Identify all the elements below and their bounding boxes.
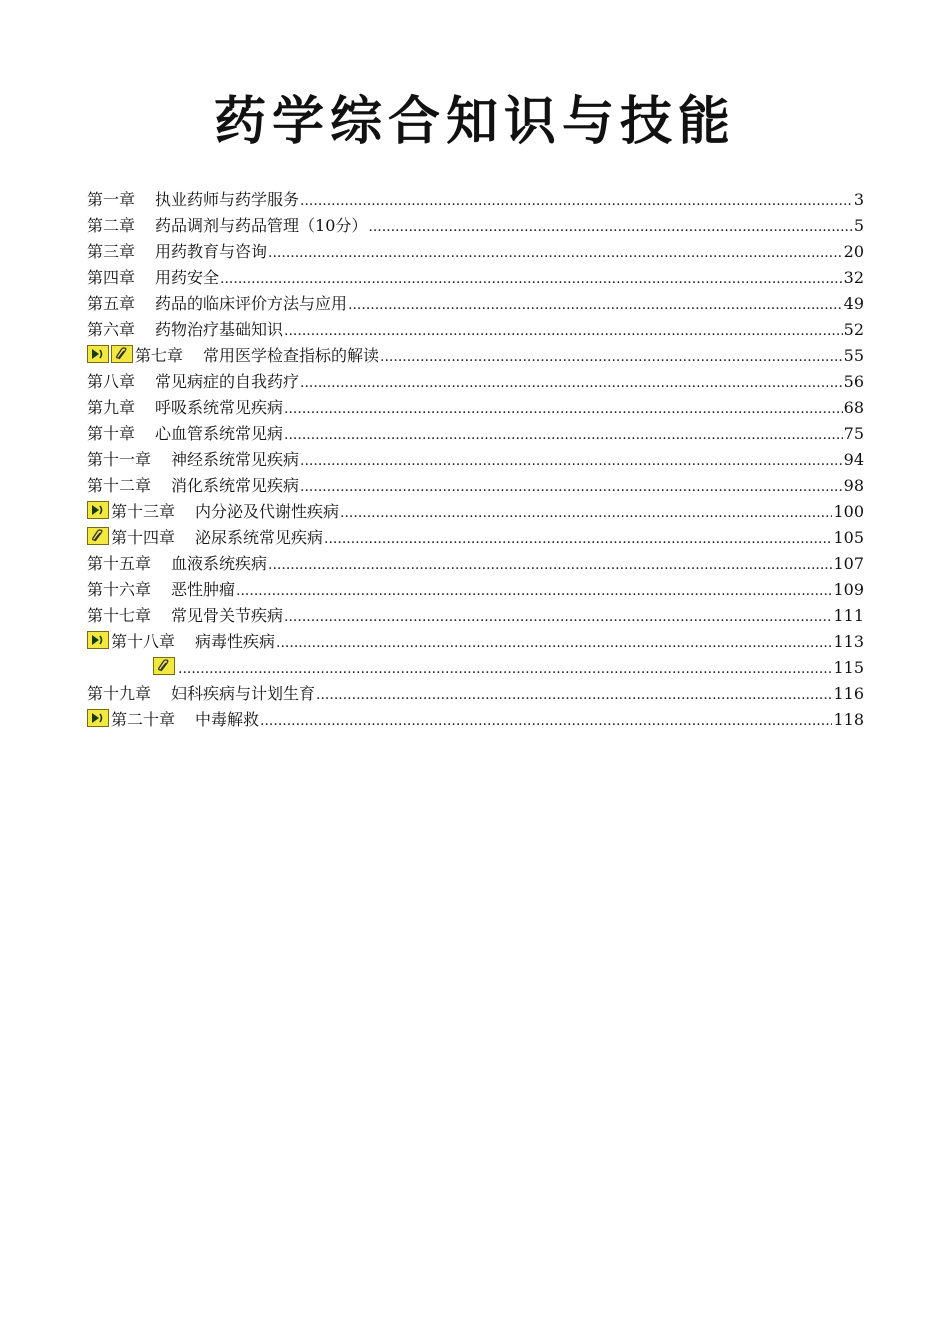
toc-entry[interactable] [87, 366, 864, 392]
toc-dot-leader [284, 398, 843, 418]
toc-dot-leader [300, 372, 843, 392]
toc-chapter-number: 第十八章 [111, 632, 176, 651]
toc-entry-title[interactable] [87, 294, 347, 314]
toc-dot-leader [284, 320, 843, 340]
toc-chapter-number: 第十章 [87, 424, 136, 443]
toc-page-number: 3 [853, 190, 864, 209]
toc-page-number: 55 [843, 346, 864, 365]
sound-icon[interactable] [87, 709, 109, 727]
toc-chapter-number: 第八章 [87, 372, 136, 391]
toc-page-number: 113 [833, 632, 864, 651]
toc-page-number: 56 [843, 372, 864, 391]
toc-chapter-name: 药品调剂与药品管理（10分） [155, 216, 368, 235]
toc-chapter-number: 第四章 [87, 268, 136, 287]
toc-page-number: 52 [843, 320, 864, 339]
toc-chapter-number: 第五章 [87, 294, 136, 313]
toc-chapter-name: 用药安全 [155, 268, 220, 287]
sound-icon[interactable] [87, 345, 109, 363]
toc-dot-leader [178, 658, 832, 678]
toc-chapter-name: 神经系统常见疾病 [171, 450, 300, 469]
toc-entry-title[interactable] [87, 216, 367, 236]
toc-entry[interactable] [87, 704, 864, 730]
attachment-icon[interactable] [87, 527, 109, 545]
toc-chapter-name: 恶性肿瘤 [171, 580, 236, 599]
toc-entry[interactable] [87, 496, 864, 522]
toc-page-number: 118 [833, 710, 864, 729]
toc-dot-leader [276, 632, 832, 652]
toc-page-number: 109 [833, 580, 864, 599]
toc-entry[interactable] [87, 210, 864, 236]
toc-chapter-number: 第十四章 [111, 528, 176, 547]
toc-chapter-name: 执业药师与药学服务 [155, 190, 300, 209]
toc-entry-title[interactable] [87, 345, 379, 366]
toc-entry-title[interactable] [87, 190, 299, 210]
toc-dot-leader [284, 606, 832, 626]
toc-chapter-number: 第二章 [87, 216, 136, 235]
toc-page-number: 100 [833, 502, 864, 521]
toc-chapter-name: 心血管系统常见病 [155, 424, 284, 443]
toc-entry-title[interactable] [87, 606, 283, 626]
toc-entry-title[interactable] [87, 709, 259, 730]
toc-dot-leader [300, 190, 853, 210]
toc-page-number: 115 [833, 658, 864, 677]
sound-icon[interactable] [87, 501, 109, 519]
toc-entry[interactable] [87, 600, 864, 626]
toc-dot-leader [340, 502, 832, 522]
toc-chapter-name: 用药教育与咨询 [155, 242, 268, 261]
toc-entry[interactable] [87, 262, 864, 288]
toc-page-number: 68 [843, 398, 864, 417]
toc-chapter-number: 第十一章 [87, 450, 152, 469]
toc-entry-title[interactable] [87, 242, 267, 262]
toc-page-number: 20 [843, 242, 864, 261]
table-of-contents [87, 184, 864, 730]
toc-entry[interactable] [87, 184, 864, 210]
toc-entry[interactable] [87, 574, 864, 600]
toc-chapter-name: 药物治疗基础知识 [155, 320, 284, 339]
toc-entry-title[interactable] [87, 320, 283, 340]
toc-entry-title[interactable] [87, 372, 299, 392]
toc-entry[interactable] [87, 652, 864, 678]
toc-chapter-name: 泌尿系统常见疾病 [195, 528, 324, 547]
toc-chapter-number: 第三章 [87, 242, 136, 261]
toc-entry[interactable] [87, 522, 864, 548]
toc-dot-leader [268, 554, 832, 574]
toc-chapter-number: 第十九章 [87, 684, 152, 703]
toc-entry[interactable] [87, 418, 864, 444]
toc-chapter-name: 常用医学检查指标的解读 [203, 346, 380, 365]
toc-entry-title[interactable] [87, 527, 323, 548]
toc-dot-leader [260, 710, 832, 730]
toc-page-number: 32 [843, 268, 864, 287]
toc-dot-leader [284, 424, 843, 444]
toc-chapter-number: 第一章 [87, 190, 136, 209]
sound-icon[interactable] [87, 631, 109, 649]
toc-page-number: 5 [853, 216, 864, 235]
toc-entry[interactable] [87, 548, 864, 574]
toc-page-number: 107 [833, 554, 864, 573]
toc-entry-title[interactable] [87, 554, 267, 574]
toc-dot-leader [220, 268, 843, 288]
toc-dot-leader [300, 476, 843, 496]
toc-chapter-number: 第六章 [87, 320, 136, 339]
toc-page-number: 116 [833, 684, 864, 703]
toc-chapter-name: 药品的临床评价方法与应用 [155, 294, 348, 313]
toc-entry-title[interactable] [87, 424, 283, 444]
toc-dot-leader [316, 684, 832, 704]
toc-chapter-name: 常见骨关节疾病 [171, 606, 284, 625]
toc-entry-title[interactable] [87, 684, 315, 704]
toc-page-number: 98 [843, 476, 864, 495]
toc-dot-leader [236, 580, 832, 600]
toc-chapter-number: 第二十章 [111, 710, 176, 729]
toc-chapter-name: 血液系统疾病 [171, 554, 268, 573]
toc-entry-title[interactable] [87, 268, 219, 288]
toc-chapter-name: 中毒解救 [195, 710, 260, 729]
toc-entry-title[interactable] [87, 501, 339, 522]
toc-chapter-number: 第七章 [135, 346, 184, 365]
page-title: 药学综合知识与技能 [213, 92, 736, 152]
toc-chapter-name: 妇科疾病与计划生育 [171, 684, 316, 703]
toc-entry-title[interactable] [87, 450, 299, 470]
toc-entry-title[interactable] [87, 657, 177, 678]
toc-dot-leader [324, 528, 832, 548]
attachment-icon[interactable] [111, 345, 133, 363]
toc-page-number: 111 [833, 606, 864, 625]
toc-chapter-name: 常见病症的自我药疗 [155, 372, 300, 391]
toc-dot-leader [300, 450, 843, 470]
toc-entry-title[interactable] [87, 398, 283, 418]
toc-page-number: 49 [843, 294, 864, 313]
toc-entry[interactable] [87, 340, 864, 366]
toc-entry[interactable] [87, 470, 864, 496]
toc-entry[interactable] [87, 288, 864, 314]
toc-chapter-name: 病毒性疾病 [195, 632, 276, 651]
toc-chapter-number: 第十三章 [111, 502, 176, 521]
toc-chapter-name: 内分泌及代谢性疾病 [195, 502, 340, 521]
toc-entry-title[interactable] [87, 580, 235, 600]
toc-chapter-name: 呼吸系统常见疾病 [155, 398, 284, 417]
toc-entry[interactable] [87, 392, 864, 418]
toc-chapter-name: 消化系统常见疾病 [171, 476, 300, 495]
toc-chapter-number: 第十二章 [87, 476, 152, 495]
toc-page-number: 105 [833, 528, 864, 547]
toc-entry[interactable] [87, 236, 864, 262]
toc-chapter-number: 第九章 [87, 398, 136, 417]
toc-entry[interactable] [87, 444, 864, 470]
toc-entry-title[interactable] [87, 631, 275, 652]
toc-entry[interactable] [87, 626, 864, 652]
toc-entry-title[interactable] [87, 476, 299, 496]
toc-page-number: 94 [843, 450, 864, 469]
toc-dot-leader [368, 216, 852, 236]
attachment-icon[interactable] [153, 657, 175, 675]
toc-entry[interactable] [87, 678, 864, 704]
toc-entry[interactable] [87, 314, 864, 340]
toc-chapter-number: 第十六章 [87, 580, 152, 599]
toc-dot-leader [268, 242, 843, 262]
toc-chapter-number: 第十五章 [87, 554, 152, 573]
toc-dot-leader [380, 346, 843, 366]
toc-page-number: 75 [843, 424, 864, 443]
toc-chapter-number: 第十七章 [87, 606, 152, 625]
toc-dot-leader [348, 294, 843, 314]
